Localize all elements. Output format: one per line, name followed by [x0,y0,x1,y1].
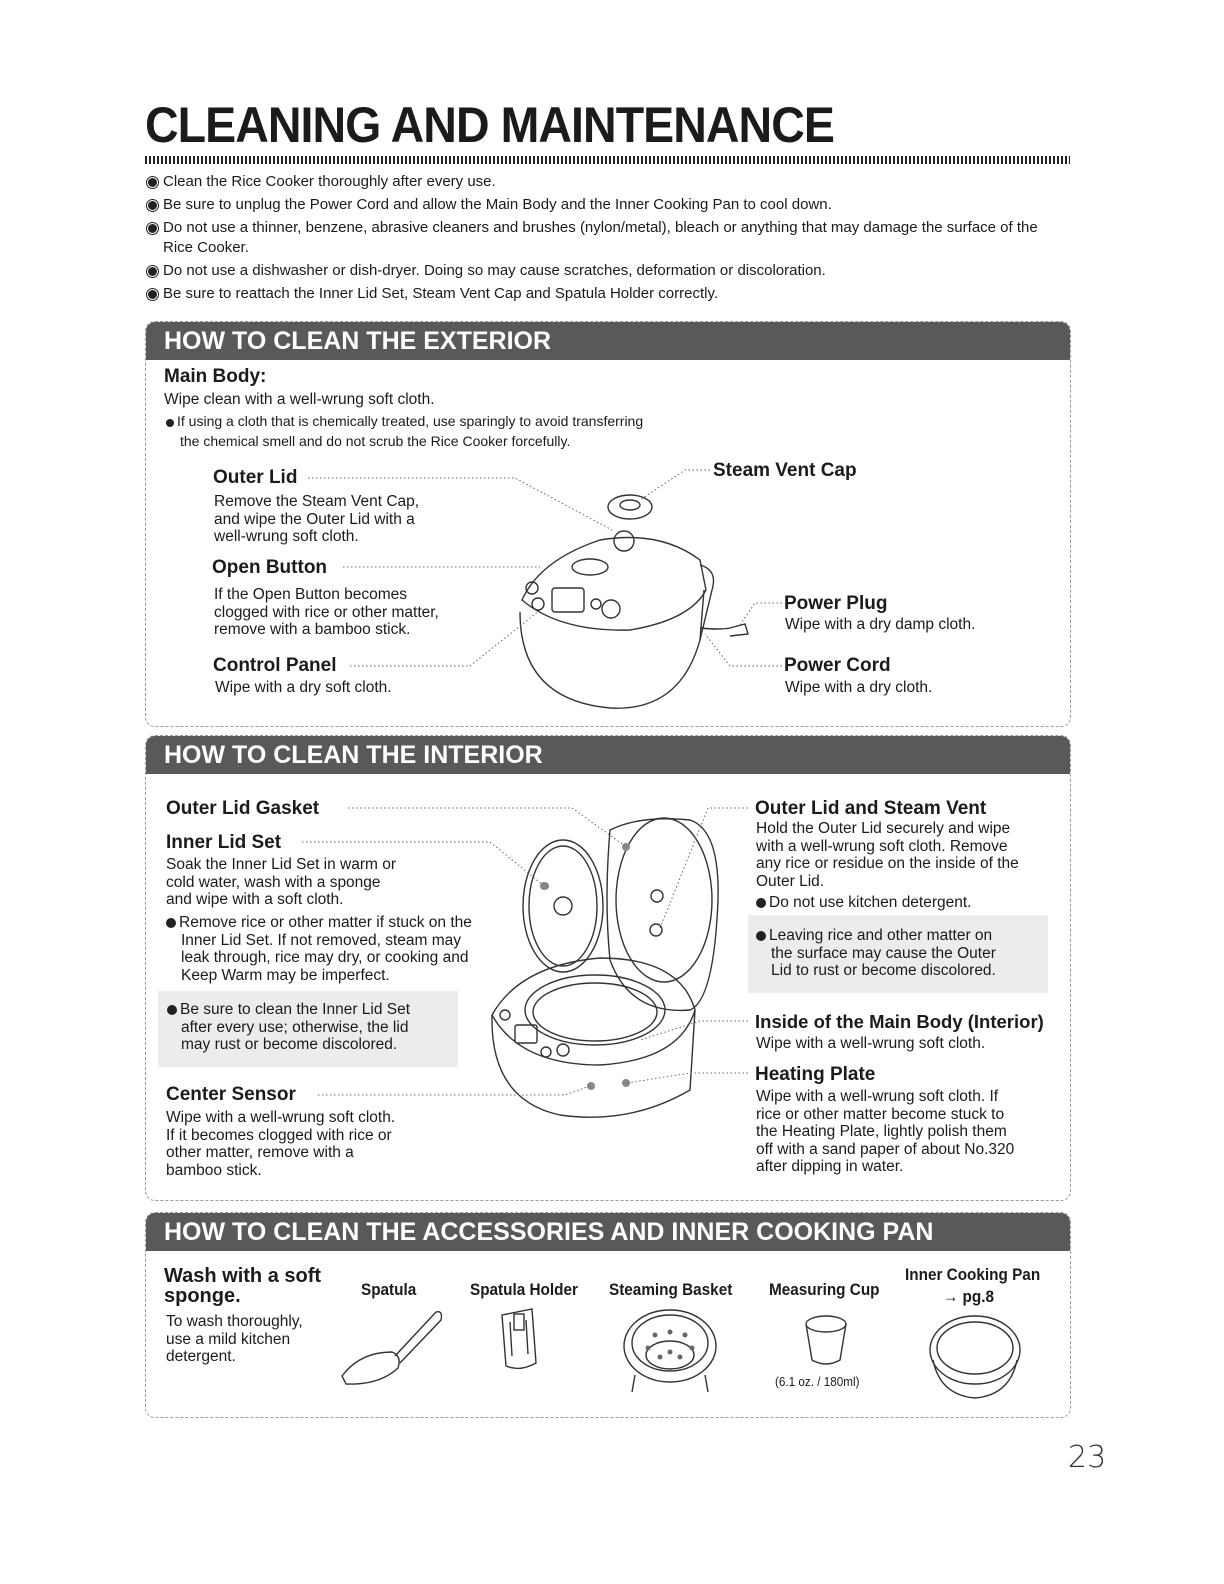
steaming-basket-label: Steaming Basket [609,1280,733,1299]
inner-lid-warning-box: Be sure to clean the Inner Lid Set after every use; otherwise, the lid may rust or become discolored. [158,991,458,1067]
heating-plate-label: Heating Plate [755,1064,876,1085]
intro-bullet: Be sure to unplug the Power Cord and allow the Main Body and the Inner Cooking Pan to cool down. [145,195,1075,215]
spatula-holder-label: Spatula Holder [470,1280,578,1299]
center-sensor-text: Wipe with a well-wrung soft cloth. If it becomes clogged with rice or other matter, remove with a bamboo stick. [166,1109,396,1179]
power-plug-text: Wipe with a dry damp cloth. [785,616,976,633]
accessories-heading: HOW TO CLEAN THE ACCESSORIES AND INNER COOKING PAN [146,1213,1070,1251]
exterior-heading: HOW TO CLEAN THE EXTERIOR [146,322,1070,360]
outer-lid-label: Outer Lid [213,467,298,488]
open-button-label: Open Button [212,557,328,578]
measuring-cup-icon [806,1316,846,1364]
outer-lid-vent-text: Hold the Outer Lid securely and wipe with a well-wrung soft cloth. Remove any rice or residue on the inside of the Outer Lid. [756,820,1019,890]
wash-text: To wash thoroughly, use a mild kitchen detergent. [166,1313,303,1365]
open-button-text: If the Open Button becomes clogged with rice or other matter, remove with a bamboo stick. [214,586,439,638]
inner-cooking-pan-label: Inner Cooking Pan [905,1265,1041,1284]
page-number: 23 [1068,1440,1107,1475]
measuring-cup-capacity: (6.1 oz. / 180ml) [775,1374,860,1389]
inner-lid-note: Remove rice or other matter if stuck on the Inner Lid Set. If not removed, steam may leak through, rice may dry, or cooking and Keep Warm may be imperfect. [166,914,526,984]
outer-lid-text: Remove the Steam Vent Cap, and wipe the Outer Lid with a well-wrung soft cloth. [214,493,420,545]
interior-heading: HOW TO CLEAN THE INTERIOR [146,736,1070,774]
control-panel-label: Control Panel [213,655,337,676]
inside-body-text: Wipe with a well-wrung soft cloth. [756,1035,986,1052]
intro-bullet: Be sure to reattach the Inner Lid Set, Steam Vent Cap and Spatula Holder correctly. [145,284,1075,304]
page-title: CLEANING AND MAINTENANCE [145,97,834,153]
main-body-label: Main Body: [164,366,267,387]
power-plug-label: Power Plug [784,593,888,614]
main-body-note: If using a cloth that is chemically treated, use sparingly to avoid transferring [166,412,643,430]
outer-lid-vent-note: Do not use kitchen detergent. [756,894,972,912]
spatula-label: Spatula [361,1280,417,1299]
inner-lid-set-text: Soak the Inner Lid Set in warm or cold water, wash with a sponge and wipe with a soft cloth. [166,856,397,908]
power-cord-text: Wipe with a dry cloth. [785,679,933,696]
spatula-icon [342,1312,441,1384]
inner-cooking-pan-icon [930,1316,1020,1398]
intro-bullet: Do not use a thinner, benzene, abrasive cleaners and brushes (nylon/metal), bleach or anything that may damage the surface of the Rice Cooker. [145,218,1063,258]
center-sensor-label: Center Sensor [166,1084,296,1105]
outer-lid-warning-box: Leaving rice and other matter on the surface may cause the Outer Lid to rust or become discolored. [748,915,1048,993]
spatula-holder-icon [502,1309,536,1368]
inside-body-label: Inside of the Main Body (Interior) [755,1011,1044,1032]
steam-vent-cap-label: Steam Vent Cap [713,460,857,481]
main-body-text: Wipe clean with a well-wrung soft cloth. [164,391,435,408]
heating-plate-text: Wipe with a well-wrung soft cloth. If rice or other matter become stuck to the Heating Plate, lightly polish them off with a sand paper of about No.320 after dipping in water. [756,1088,1015,1175]
control-panel-text: Wipe with a dry soft cloth. [215,679,392,696]
inner-cooking-pan-ref: → pg.8 [943,1287,995,1306]
outer-lid-gasket-label: Outer Lid Gasket [166,798,320,819]
outer-lid-vent-label: Outer Lid and Steam Vent [755,798,987,819]
measuring-cup-label: Measuring Cup [769,1280,880,1299]
wash-label: Wash with a soft sponge. [164,1265,322,1307]
intro-bullet: Clean the Rice Cooker thoroughly after every use. [145,172,1075,192]
main-body-note-cont: the chemical smell and do not scrub the Rice Cooker forcefully. [180,433,571,449]
power-cord-label: Power Cord [784,655,891,676]
inner-lid-set-label: Inner Lid Set [166,832,282,853]
intro-bullet: Do not use a dishwasher or dish-dryer. Doing so may cause scratches, deformation or discoloration. [145,261,1075,281]
